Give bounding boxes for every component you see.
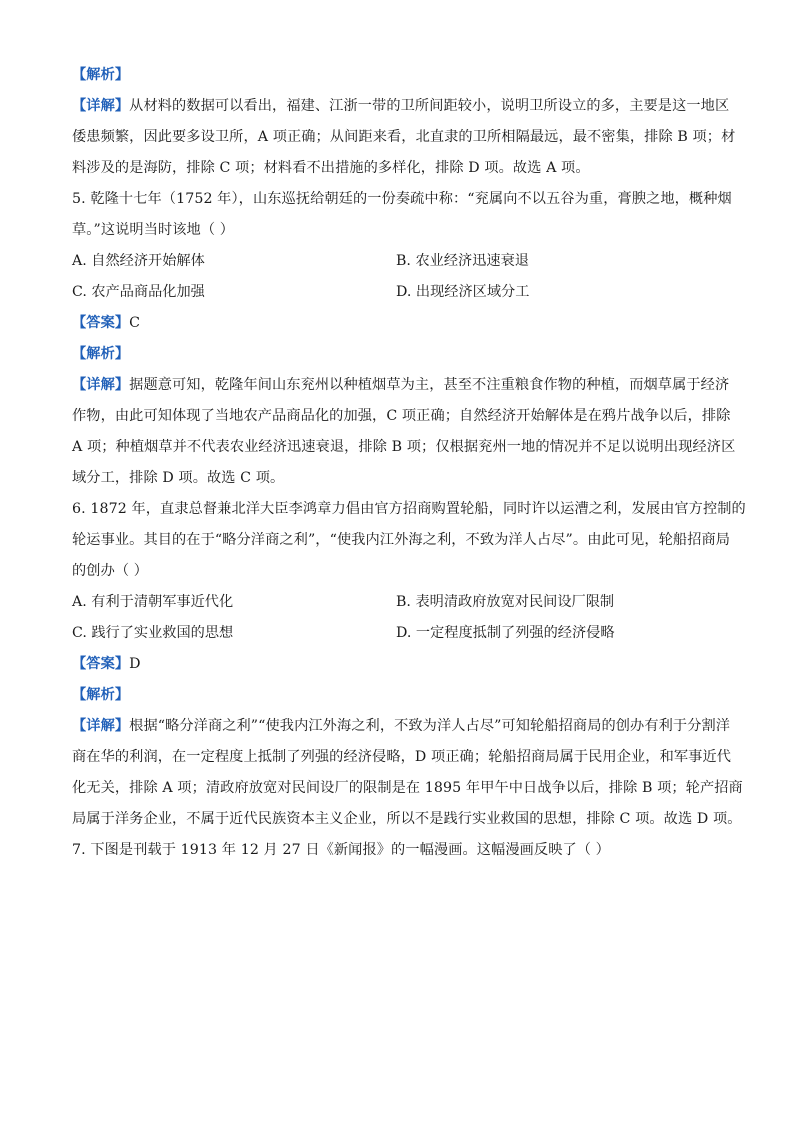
q5-stem-line-2: 草。”这说明当时该地（ ） bbox=[72, 222, 235, 238]
q6-options-row-1 bbox=[72, 587, 722, 618]
q5-option-b: B. 农业经济迅速衰退 bbox=[396, 253, 529, 269]
q6-stem-line-2: 轮运事业。其目的在于“略分洋商之利”，“使我内江外海之利，不致为洋人占尽”。由此可见，轮船招商局 bbox=[72, 532, 731, 548]
q6-option-a: A. 有利于清朝军事近代化 bbox=[72, 594, 234, 610]
q6-stem-line-3: 的创办（ ） bbox=[72, 563, 149, 579]
q5-options-row-1 bbox=[72, 246, 722, 277]
q5-stem-line-1: 5. 乾隆十七年（1752 年），山东巡抚给朝廷的一份奏疏中称：“兖属向不以五谷为重，膏腴之地，概种烟 bbox=[72, 191, 732, 207]
analysis-heading: 【解析】 bbox=[72, 67, 130, 83]
q6-detail-line-1: 【详解】根据“略分洋商之利”“使我内江外海之利，不致为洋人占尽”可知轮船招商局的创办有利于分割洋 bbox=[72, 718, 731, 734]
q7-stem-line-1: 7. 下图是刊载于 1913 年 12 月 27 日《新闻报》的一幅漫画。这幅漫画反映了（ ） bbox=[72, 842, 610, 858]
q5-answer: 【答案】C bbox=[72, 315, 141, 331]
exam-page bbox=[72, 60, 746, 866]
q4-detail-line-3: 料涉及的是海防，排除 C 项；材料看不出措施的多样化，排除 D 项。故选 A 项。 bbox=[72, 160, 590, 176]
q6-option-c: C. 践行了实业救国的思想 bbox=[72, 625, 234, 641]
q5-detail-line-4: 域分工，排除 D 项。故选 C 项。 bbox=[72, 470, 285, 486]
q6-stem-line-1: 6. 1872 年，直隶总督兼北洋大臣李鸿章力倡由官方招商购置轮船，同时许以运漕之利，发展由官方控制的 bbox=[72, 501, 746, 517]
q6-detail-line-2: 商在华的利润，在一定程度上抵制了列强的经济侵略，D 项正确；轮船招商局属于民用企业，和军事近代 bbox=[72, 749, 732, 765]
q4-detail-line-1: 【详解】从材料的数据可以看出，福建、江浙一带的卫所间距较小，说明卫所设立的多，主要是这一地区 bbox=[72, 98, 730, 114]
q5-option-c: C. 农产品商品化加强 bbox=[72, 284, 205, 300]
detail-tag: 【详解】 bbox=[72, 98, 130, 114]
q5-analysis-heading: 【解析】 bbox=[72, 346, 130, 362]
q5-detail-line-2: 作物，由此可知体现了当地农产品商品化的加强，C 项正确；自然经济开始解体是在鸦片战争以后，排除 bbox=[72, 408, 731, 424]
q5-option-d: D. 出现经济区域分工 bbox=[396, 284, 530, 300]
q6-detail-line-3: 化无关，排除 A 项；清政府放宽对民间设厂的限制是在 1895 年甲午中日战争以后，排除 B 项；轮产招商 bbox=[72, 780, 743, 796]
q6-options-row-2 bbox=[72, 618, 722, 649]
q5-detail-line-1: 【详解】据题意可知，乾隆年间山东兖州以种植烟草为主，甚至不注重粮食作物的种植，而烟草属于经济 bbox=[72, 377, 730, 393]
q5-option-a: A. 自然经济开始解体 bbox=[72, 253, 205, 269]
q6-analysis-heading: 【解析】 bbox=[72, 687, 130, 703]
q6-option-d: D. 一定程度抵制了列强的经济侵略 bbox=[396, 625, 615, 641]
q6-detail-line-4: 局属于洋务企业，不属于近代民族资本主义企业，所以不是践行实业救国的思想，排除 C 项。故选 D 项。 bbox=[72, 811, 742, 827]
q6-answer: 【答案】D bbox=[72, 656, 141, 672]
q5-detail-line-3: A 项；种植烟草并不代表农业经济迅速衰退，排除 B 项；仅根据兖州一地的情况并不足以说明出现经济区 bbox=[72, 439, 736, 455]
q5-options-row-2 bbox=[72, 277, 722, 308]
q4-detail-line-2: 倭患频繁，因此要多设卫所，A 项正确；从间距来看，北直隶的卫所相隔最远，最不密集，排除 B 项；材 bbox=[72, 129, 736, 145]
q6-option-b: B. 表明清政府放宽对民间设厂限制 bbox=[396, 594, 615, 610]
